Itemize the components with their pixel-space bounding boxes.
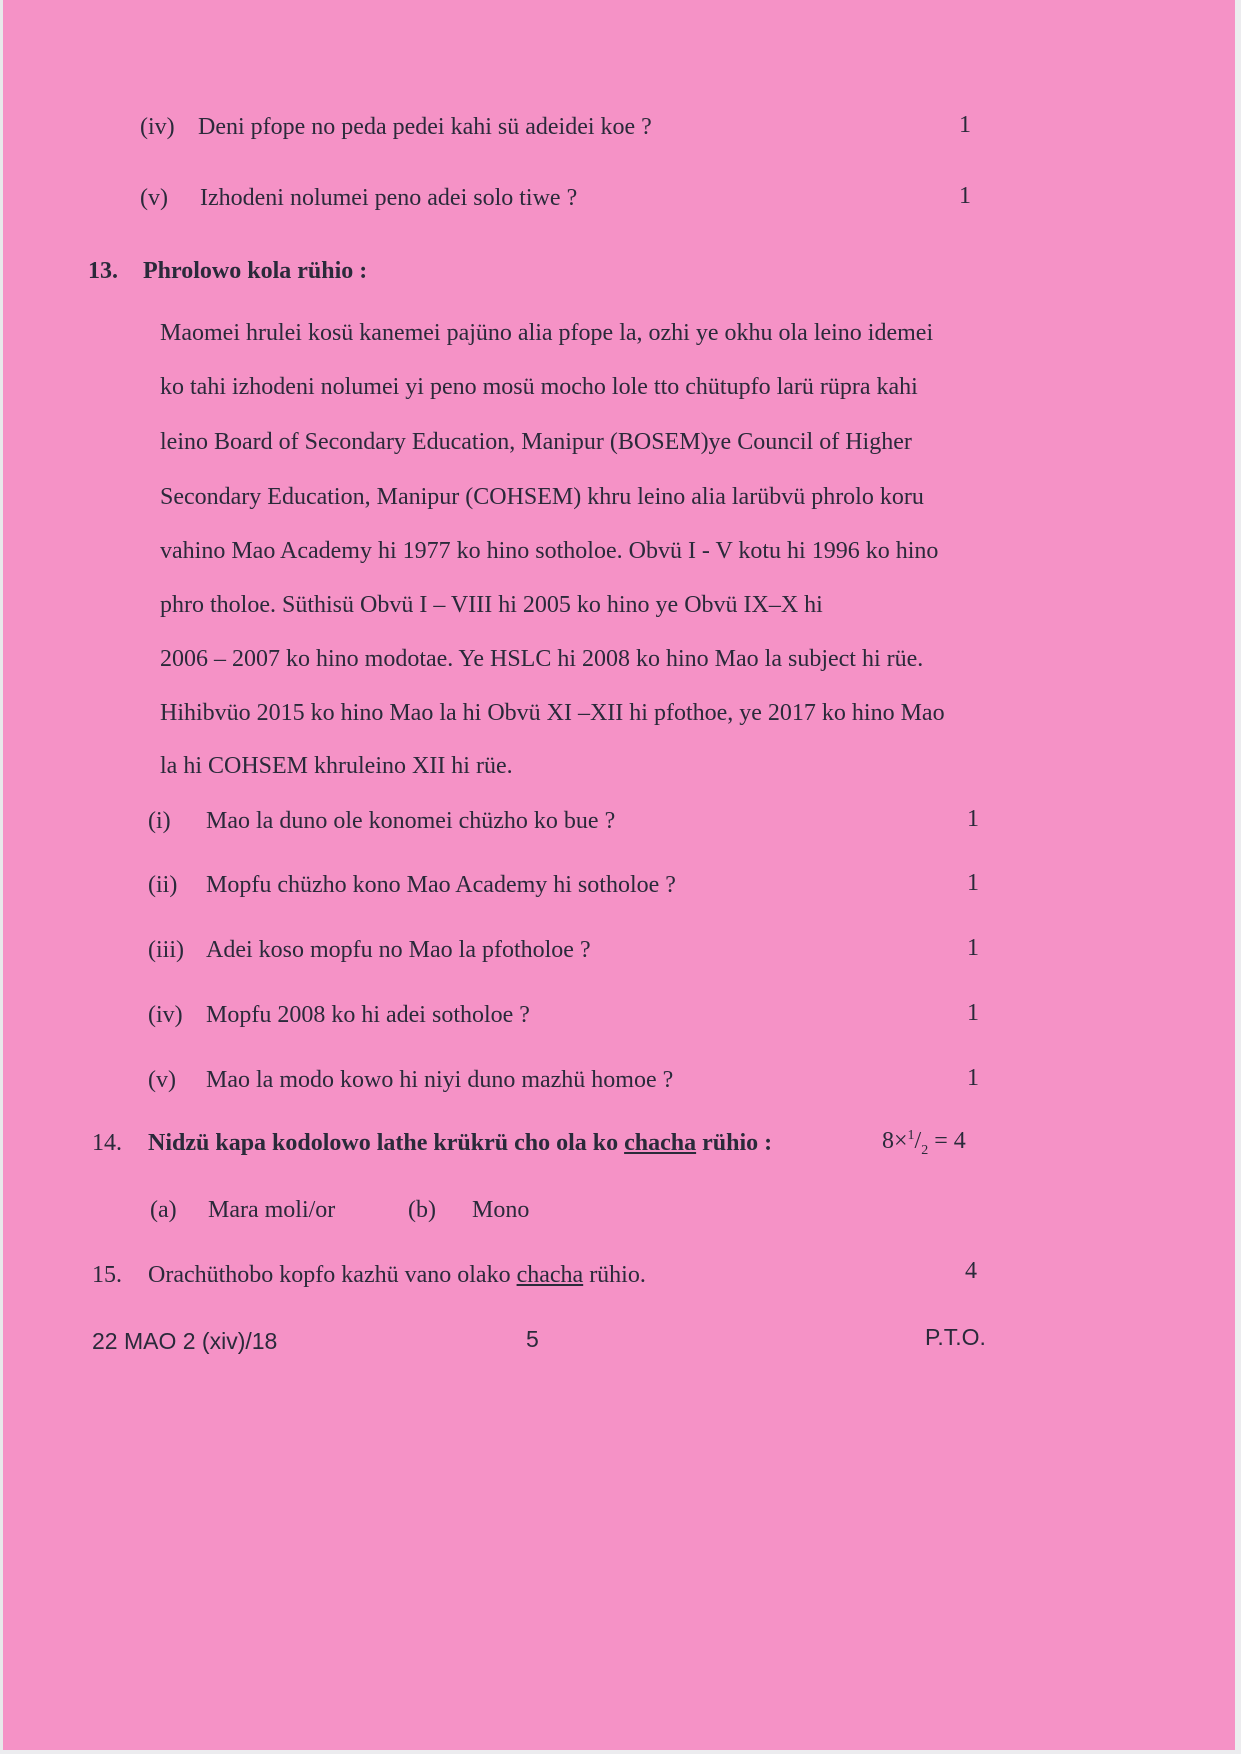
mark: 1 <box>967 935 979 961</box>
passage-line: Secondary Education, Manipur (COHSEM) khru leino alia larübvü phrolo koru <box>160 484 924 510</box>
question-number: 13. <box>88 258 118 284</box>
mark-part: 8× <box>882 1128 908 1154</box>
page-number: 5 <box>526 1326 539 1352</box>
item-label: (iv) <box>140 114 175 140</box>
pto-label: P.T.O. <box>925 1324 986 1350</box>
passage-line: Hihibvüo 2015 ko hino Mao la hi Obvü XI –XII hi pfothoe, ye 2017 ko hino Mao <box>160 700 945 726</box>
item-label: (ii) <box>148 872 178 898</box>
passage-line: ko tahi izhodeni nolumei yi peno mosü mocho lole tto chütupfo larü rüpra kahi <box>160 374 918 400</box>
item-label: (v) <box>140 185 168 211</box>
scan-edge-bottom <box>0 1750 1241 1754</box>
option-text: Mara moli/or <box>208 1197 336 1223</box>
mark: 1 <box>967 1065 979 1091</box>
title-underlined: chacha <box>624 1130 697 1156</box>
option-text: Mono <box>472 1197 530 1223</box>
mark: 4 <box>965 1258 977 1284</box>
question-number: 15. <box>92 1262 122 1288</box>
title-text: Nidzü kapa kodolowo lathe krükrü cho ola ko <box>148 1130 625 1156</box>
q15-underlined: chacha <box>516 1262 584 1288</box>
passage-line: 2006 – 2007 ko hino modotae. Ye HSLC hi 2008 ko hino Mao la subject hi rüe. <box>160 646 924 672</box>
question-title: Phrolowo kola rühio : <box>143 258 368 284</box>
item-text: Deni pfope no peda pedei kahi sü adeidei koe ? <box>198 114 652 140</box>
mark <box>882 1128 966 1159</box>
scan-edge-right <box>1235 0 1241 1754</box>
item-text: Mopfu chüzho kono Mao Academy hi sotholoe ? <box>206 872 676 898</box>
item-text: Adei koso mopfu no Mao la pfotholoe ? <box>206 937 591 963</box>
mark: 1 <box>967 870 979 896</box>
mark: 1 <box>967 806 979 832</box>
option-label: (a) <box>150 1197 177 1223</box>
item-label: (v) <box>148 1067 176 1093</box>
item-text: Mopfu 2008 ko hi adei sotholoe ? <box>206 1002 530 1028</box>
mark: 1 <box>959 112 971 138</box>
mark-sup: 1 <box>907 1128 915 1143</box>
q15-text: Orachüthobo kopfo kazhü vano olako <box>148 1262 517 1288</box>
item-text: Mao la duno ole konomei chüzho ko bue ? <box>206 808 616 834</box>
item-text: Mao la modo kowo hi niyi duno mazhü homoe ? <box>206 1067 674 1093</box>
item-label: (i) <box>148 808 171 834</box>
question-number: 14. <box>92 1130 122 1156</box>
item-text: Izhodeni nolumei peno adei solo tiwe ? <box>200 185 578 211</box>
mark: 1 <box>959 183 971 209</box>
option-label: (b) <box>408 1197 436 1223</box>
mark: 1 <box>967 1000 979 1026</box>
q15-text-end: rühio. <box>583 1262 646 1288</box>
question-title <box>148 1130 772 1157</box>
passage-line: la hi COHSEM khruleino XII hi rüe. <box>160 753 513 779</box>
scan-edge-left <box>0 0 3 1754</box>
mark-slash: / <box>914 1128 922 1154</box>
title-text-end: rühio : <box>696 1130 773 1156</box>
passage-line: Maomei hrulei kosü kanemei pajüno alia pfope la, ozhi ye okhu ola leino idemei <box>160 320 934 346</box>
item-label: (iii) <box>148 937 184 963</box>
mark-sub: 2 <box>921 1142 929 1158</box>
question-text <box>148 1260 646 1290</box>
passage-line: phro tholoe. Süthisü Obvü I – VIII hi 2005 ko hino ye Obvü IX–X hi <box>160 592 823 618</box>
passage-line: vahino Mao Academy hi 1977 ko hino sotholoe. Obvü I - V kotu hi 1996 ko hino <box>160 538 939 564</box>
item-label: (iv) <box>148 1002 183 1028</box>
paper-code: 22 MAO 2 (xiv)/18 <box>92 1328 278 1354</box>
mark-tail: = 4 <box>928 1128 966 1154</box>
passage-line: leino Board of Secondary Education, Manipur (BOSEM)ye Council of Higher <box>160 429 912 455</box>
